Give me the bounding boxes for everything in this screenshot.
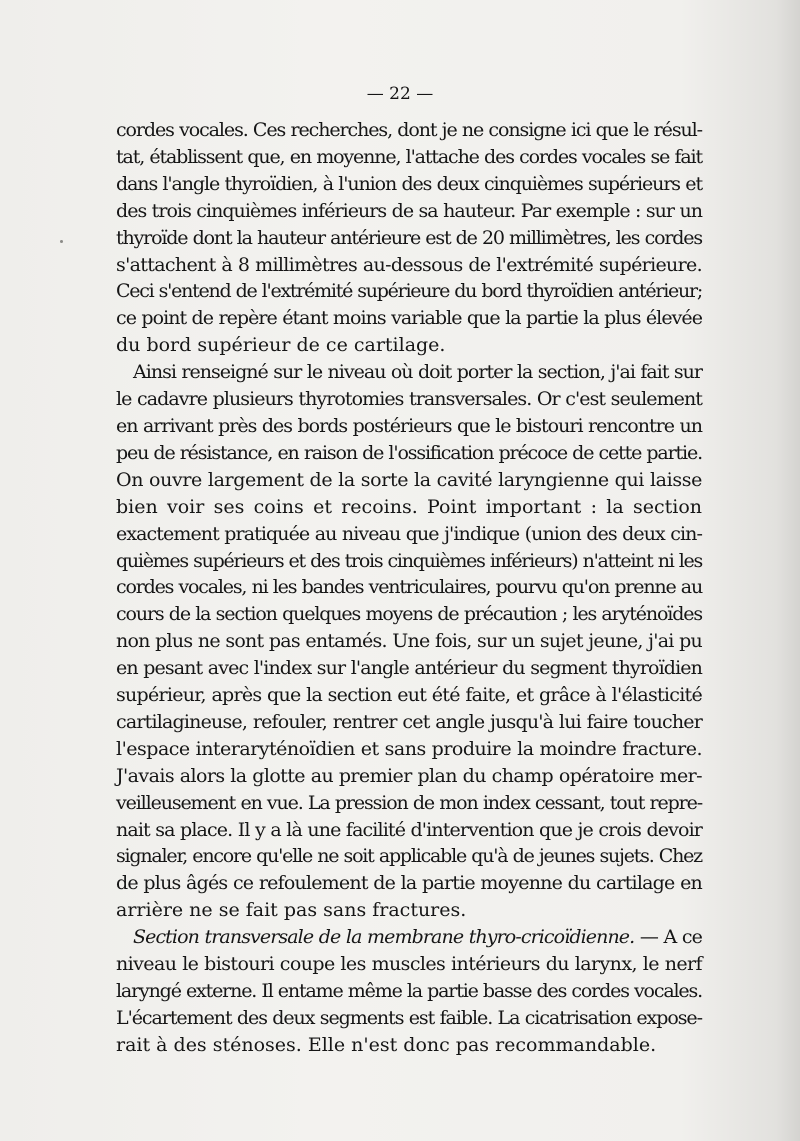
text-line: s'attachent à 8 millimètres au-dessous de l'extrémité supérieure. xyxy=(116,253,702,276)
text-line: de plus âgés ce refoulement de la partie moyenne du cartilage en xyxy=(116,872,702,895)
text-line: exactement pratiquée au niveau que j'indique (union des deux cin- xyxy=(116,522,702,545)
text-line: bien voir ses coins et recoins. Point important : la section xyxy=(116,495,702,518)
text-line xyxy=(116,924,702,951)
text-line: signaler, encore qu'elle ne soit applicable qu'à de jeunes sujets. Chez xyxy=(116,845,702,868)
text-line: Ceci s'entend de l'extrémité supérieure du bord thyroïdien antérieur; xyxy=(116,280,702,303)
text-line: le cadavre plusieurs thyrotomies transversales. Or c'est seulement xyxy=(116,388,702,411)
text-line: nait sa place. Il y a là une facilité d'intervention que je crois devoir xyxy=(116,818,702,841)
text-line: arrière ne se fait pas sans fractures. xyxy=(116,899,467,922)
text-line: L'écartement des deux segments est faible. La cicatrisation expose- xyxy=(116,1006,702,1029)
text-line: supérieur, après que la section eut été faite, et grâce à l'élasticité xyxy=(116,684,702,707)
body-text xyxy=(116,117,702,1059)
text-line: cartilagineuse, refouler, rentrer cet angle jusqu'à lui faire toucher xyxy=(116,710,702,733)
text-line: On ouvre largement de la sorte la cavité laryngienne qui laisse xyxy=(116,468,702,491)
text-line: cordes vocales. Ces recherches, dont je ne consigne ici que le résul- xyxy=(116,119,702,141)
text-line: Ainsi renseigné sur le niveau où doit porter la section, j'ai fait sur xyxy=(133,361,702,384)
text-line: laryngé externe. Il entame même la partie basse des cordes vocales. xyxy=(116,980,702,1002)
text-line: rait à des sténoses. Elle n'est donc pas recommandable. xyxy=(116,1033,657,1056)
text-line: cours de la section quelques moyens de précaution ; les aryténoïdes xyxy=(116,603,702,626)
text-line: en arrivant près des bords postérieurs que le bistouri rencontre un xyxy=(116,414,702,437)
text-line: ce point de repère étant moins variable que la partie la plus élevée xyxy=(116,307,702,330)
text-line: dans l'angle thyroïdien, à l'union des deux cinquièmes supérieurs et xyxy=(116,172,702,195)
text-line: cordes vocales, ni les bandes ventriculaires, pourvu qu'on prenne au xyxy=(116,576,702,599)
text-line: des trois cinquièmes inférieurs de sa hauteur. Par exemple : sur un xyxy=(116,199,702,222)
text-line: quièmes supérieurs et des trois cinquièmes inférieurs) n'atteint ni les xyxy=(116,549,702,572)
text-line: veilleusement en vue. La pression de mon index cessant, tout repre- xyxy=(116,791,702,814)
text-line: peu de résistance, en raison de l'ossification précoce de cette partie. xyxy=(116,441,702,464)
text-line: niveau le bistouri coupe les muscles intérieurs du larynx, le nerf xyxy=(116,953,702,976)
text-line: tat, établissent que, en moyenne, l'attache des cordes vocales se fait xyxy=(116,145,702,168)
text-fragment: — A ce xyxy=(639,926,702,949)
section-heading: Section transversale de la membrane thyro-cricoïdienne. xyxy=(133,926,635,949)
text-line: non plus ne sont pas entamés. Une fois, sur un sujet jeune, j'ai pu xyxy=(116,630,702,653)
speck-mark xyxy=(60,240,63,243)
text-line: en pesant avec l'index sur l'angle antérieur du segment thyroïdien xyxy=(116,657,702,680)
text-line: J'avais alors la glotte au premier plan du champ opératoire mer- xyxy=(116,764,702,787)
text-line: du bord supérieur de ce cartilage. xyxy=(116,334,446,357)
text-line: l'espace interaryténoïdien et sans produire la moindre fracture. xyxy=(116,737,702,760)
text-line: thyroïde dont la hauteur antérieure est de 20 millimètres, les cordes xyxy=(116,226,702,249)
page-number: — 22 — xyxy=(366,84,434,104)
